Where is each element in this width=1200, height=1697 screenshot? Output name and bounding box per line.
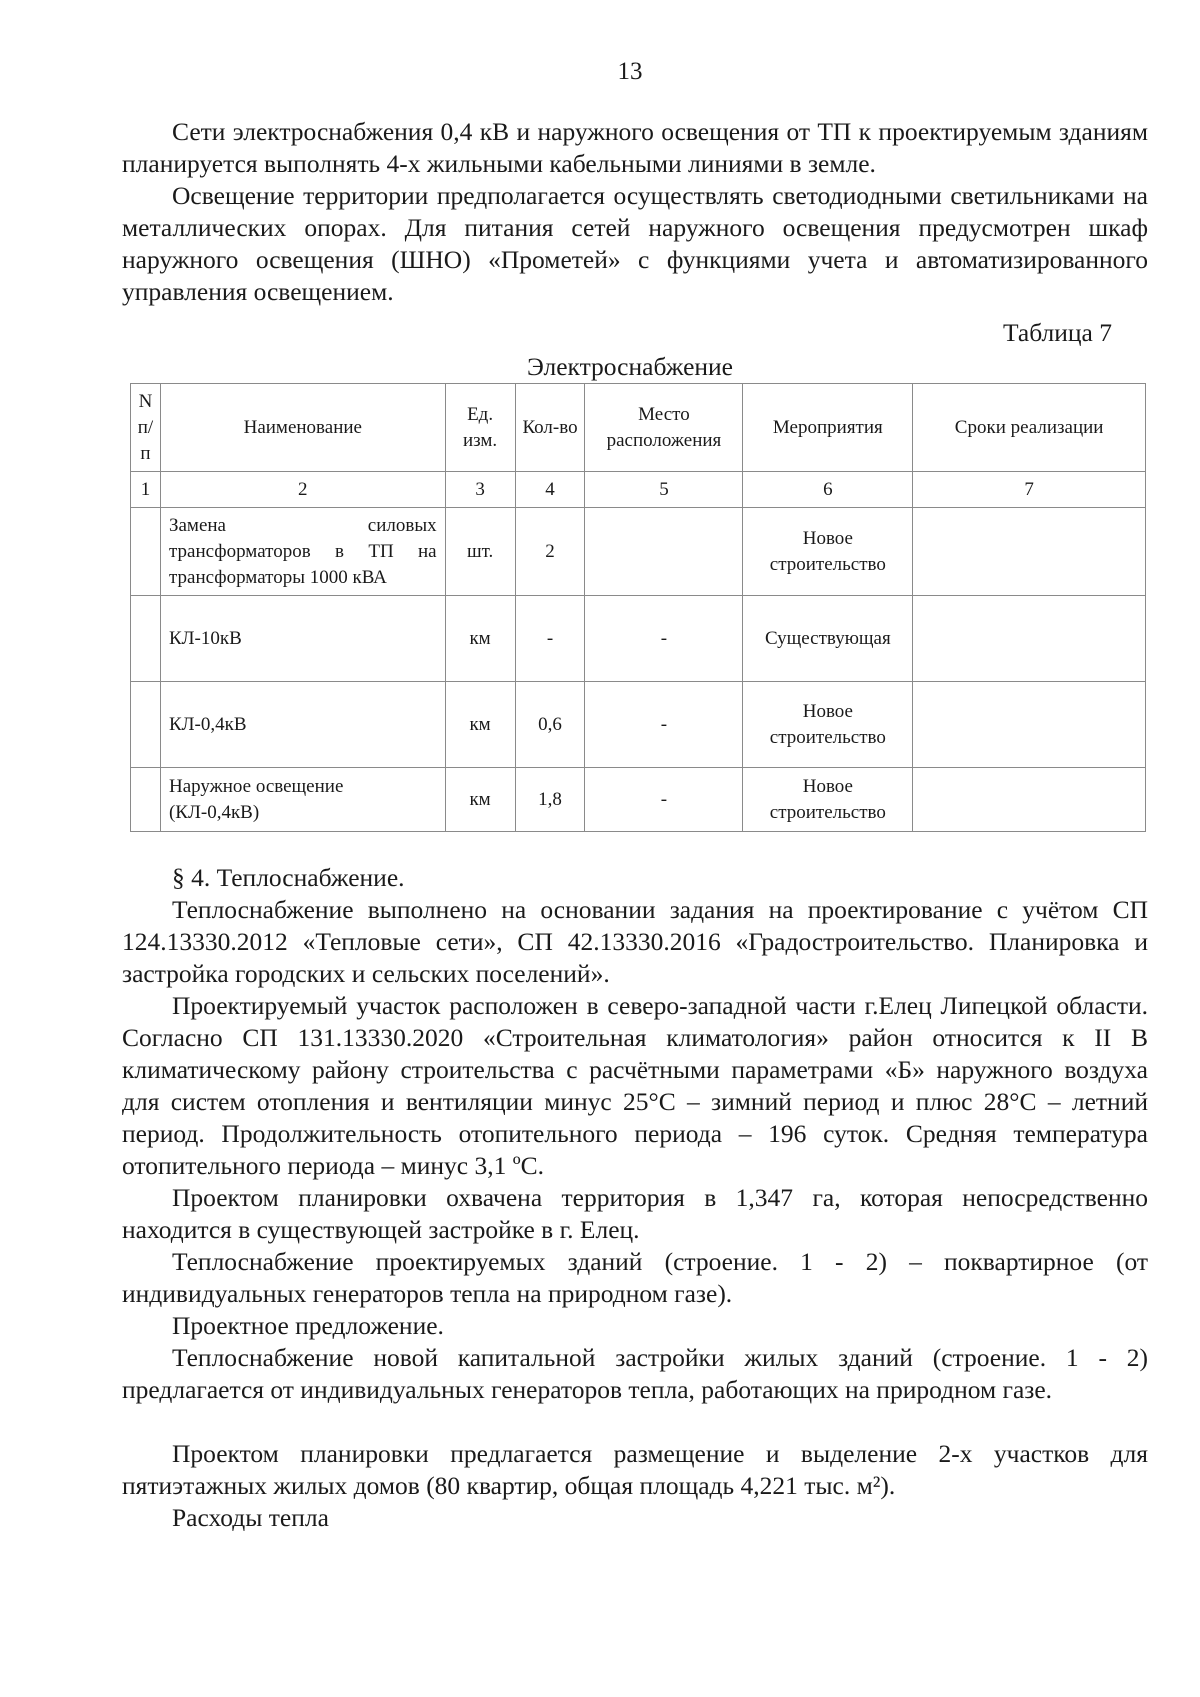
number-cell: 4 [515,472,585,508]
table-header-row [131,384,1146,472]
paragraph-plots: Проектом планировки предлагается размещение и выделение 2-х участков для пятиэтажных жилых домов (80 квартир, общая площадь 4,221 тыс. м²). [122,1439,1148,1500]
table-row [131,768,1146,832]
table-cell: 0,6 [515,682,585,768]
header-cell: Место расположения [585,384,743,472]
header-cell: N п/ п [131,384,161,472]
paragraph-heat-consumption: Расходы тепла [172,1503,329,1532]
table-cell-name: Наружное освещение (КЛ-0,4кВ) [160,768,445,832]
table-cell: 2 [515,508,585,596]
number-cell: 6 [743,472,913,508]
table-cell [131,596,161,682]
table-cell [913,682,1146,768]
table-cell-name: КЛ-0,4кВ [160,682,445,768]
table-cell: - [515,596,585,682]
table-cell: Новое строительство [743,682,913,768]
table-cell: Новое строительство [743,508,913,596]
paragraph-heat-current: Теплоснабжение проектируемых зданий (строение. 1 - 2) – поквартирное (от индивидуальных генераторов тепла на природном газе). [122,1247,1148,1308]
paragraph-proposal-heading: Проектное предложение. [172,1311,444,1340]
header-cell: Ед. изм. [445,384,515,472]
table-cell: - [585,596,743,682]
table-cell [131,682,161,768]
table-number-row [131,472,1146,508]
number-cell: 3 [445,472,515,508]
table-cell [913,768,1146,832]
table-cell [131,768,161,832]
table-cell [585,508,743,596]
page-number: 13 [617,58,643,85]
table-cell: шт. [445,508,515,596]
table-cell: км [445,596,515,682]
table-cell [913,508,1146,596]
section-heading: § 4. Теплоснабжение. [172,863,405,892]
number-cell: 2 [160,472,445,508]
table-cell: - [585,682,743,768]
paragraph-territory: Проектом планировки охвачена территория в 1,347 га, которая непосредственно находится в существующей застройке в г. Елец. [122,1183,1148,1244]
power-supply-table [130,383,1146,832]
header-cell: Сроки реализации [913,384,1146,472]
table-cell [131,508,161,596]
table-cell: Существующая [743,596,913,682]
paragraph-heat-proposal: Теплоснабжение новой капитальной застройки жилых зданий (строение. 1 - 2) предлагается от индивидуальных генераторов тепла, работающих на природном газе. [122,1343,1148,1404]
table-cell: - [585,768,743,832]
paragraph-power-networks: Сети электроснабжения 0,4 кВ и наружного освещения от ТП к проектируемым зданиям планируется выполнять 4-х жильными кабельными линиями в земле. [122,117,1148,178]
header-cell: Кол-во [515,384,585,472]
table-cell-name: Замена силовых трансформаторов в ТП на трансформаторы 1000 кВА [160,508,445,596]
table-row [131,596,1146,682]
table-cell: км [445,768,515,832]
table-row [131,682,1146,768]
table-cell: км [445,682,515,768]
number-cell: 7 [913,472,1146,508]
table-cell [913,596,1146,682]
table-title: Электроснабжение [526,352,734,381]
paragraph-site-climate: Проектируемый участок расположен в северо-западной части г.Елец Липецкой области. Согласно СП 131.13330.2020 «Строительная климатология» район относится к II В климатическому району строительства с расчётными параметрами «Б» наружного воздуха для систем отопления и вентиляции минус 25°С – зимний период и плюс 28°С – летний период. Продолжительность отопительного периода – 196 суток. Средняя температура отопительного периода – минус 3,1 ºС. [122,991,1148,1180]
header-cell: Мероприятия [743,384,913,472]
table-cell: 1,8 [515,768,585,832]
table-cell: Новое строительство [743,768,913,832]
header-cell: Наименование [160,384,445,472]
number-cell: 5 [585,472,743,508]
paragraph-lighting: Освещение территории предполагается осуществлять светодиодными светильниками на металлических опорах. Для питания сетей наружного освещения предусмотрен шкаф наружного освещения (ШНО) «Прометей» с функциями учета и автоматизированного управления освещением. [122,181,1148,306]
paragraph-heat-basis: Теплоснабжение выполнено на основании задания на проектирование с учётом СП 124.13330.2012 «Тепловые сети», СП 42.13330.2016 «Градостроительство. Планировка и застройка городских и сельских поселений». [122,895,1148,988]
number-cell: 1 [131,472,161,508]
table-cell-name: КЛ-10кВ [160,596,445,682]
table-caption: Таблица 7 [1002,318,1112,347]
table-row [131,508,1146,596]
